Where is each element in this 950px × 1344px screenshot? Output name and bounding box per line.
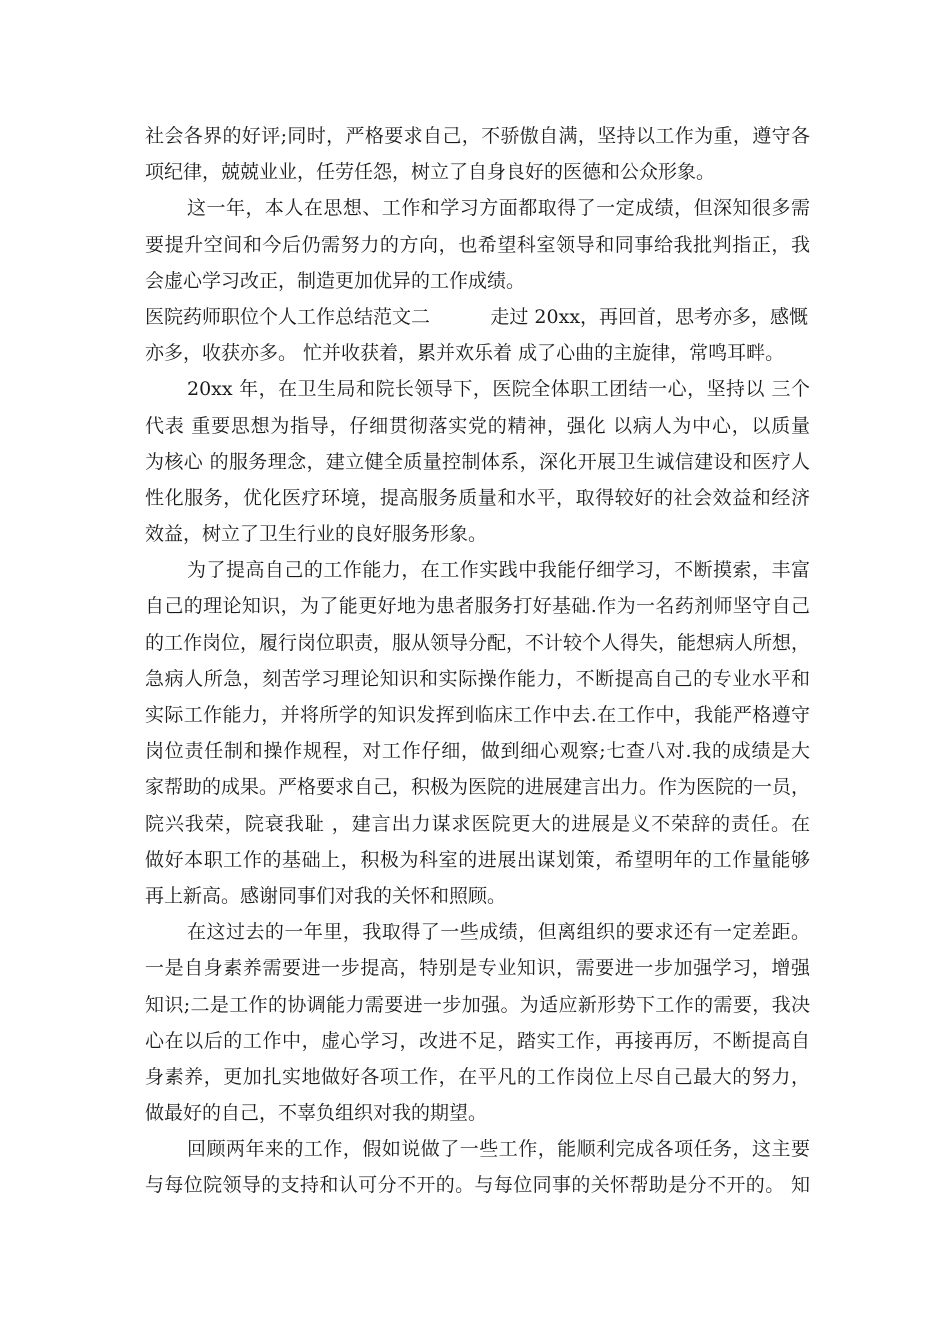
text-line: 岗位责任制和操作规程，对工作仔细，做到细心观察;七查八对.我的成绩是大 — [145, 740, 810, 763]
text-line: 院兴我荣，院衰我耻 ，建言出力谋求医院更大的进展是义不荣辞的责任。在 — [145, 812, 810, 835]
text-line: 实际工作能力，并将所学的知识发挥到临床工作中去.在工作中，我能严格遵守 — [145, 704, 810, 726]
text-line: 与每位院领导的支持和认可分不开的。与每位同事的关怀帮助是分不开的。 知 — [145, 1174, 810, 1197]
document-body — [145, 118, 810, 1204]
text-line: 自己的理论知识，为了能更好地为患者服务打好基础.作为一名药剂师坚守自己 — [145, 595, 810, 618]
text-line: 的工作岗位，履行岗位职责，服从领导分配，不计较个人得失，能想病人所想， — [145, 631, 811, 654]
text-line: 急病人所急，刻苦学习理论知识和实际操作能力，不断提高自己的专业水平和 — [145, 667, 810, 690]
text-line: 社会各界的好评;同时，严格要求自己，不骄傲自满，坚持以工作为重，遵守各 — [145, 125, 810, 147]
text-line: 一是自身素养需要进一步提高，特别是专业知识，需要进一步加强学习，增强 — [145, 957, 810, 980]
text-line: 项纪律，兢兢业业，任劳任怨，树立了自身良好的医德和公众形象。 — [145, 161, 716, 184]
text-line: 要提升空间和今后仍需努力的方向，也希望科室领导和同事给我批判指正，我 — [145, 233, 810, 256]
text-line: 家帮助的成果。严格要求自己，积极为医院的进展建言出力。作为医院的一员， — [145, 776, 811, 799]
text-line: 做最好的自己，不辜负组织对我的期望。 — [145, 1102, 488, 1125]
text-line: 做好本职工作的基础上，积极为科室的进展出谋划策，希望明年的工作量能够 — [145, 848, 810, 871]
text-line: 为了提高自己的工作能力，在工作实践中我能仔细学习，不断摸索，丰富 — [187, 559, 810, 582]
text-line: 知识;二是工作的协调能力需要进一步加强。为适应新形势下工作的需要，我决 — [145, 993, 810, 1016]
text-line: 性化服务，优化医疗环境，提高服务质量和水平，取得较好的社会效益和经济 — [145, 486, 810, 509]
text-line: 再上新高。感谢同事们对我的关怀和照顾。 — [145, 884, 507, 907]
text-line: 代表 重要思想为指导，仔细贯彻落实党的精神，强化 以病人为中心，以质量 — [145, 414, 810, 437]
text-line: 这一年，本人在思想、工作和学习方面都取得了一定成绩，但深知很多需 — [187, 197, 810, 220]
text-line: 会虚心学习改正，制造更加优异的工作成绩。 — [145, 269, 526, 292]
text-line: 为核心 的服务理念，建立健全质量控制体系，深化开展卫生诚信建设和医疗人 — [145, 450, 810, 473]
text-line: 亦多，收获亦多。 忙并收获着，累并欢乐着 成了心曲的主旋律，常鸣耳畔。 — [145, 342, 785, 365]
text-line: 心在以后的工作中，虚心学习，改进不足，踏实工作，再接再厉，不断提高自 — [145, 1029, 810, 1052]
text-line: 回顾两年来的工作，假如说做了一些工作，能顺利完成各项任务，这主要 — [187, 1138, 810, 1161]
text-line: 20xx 年，在卫生局和院长领导下，医院全体职工团结一心，坚持以 三个 — [187, 378, 810, 401]
text-line: 效益，树立了卫生行业的良好服务形象。 — [145, 523, 488, 546]
text-line: 身素养，更加扎实地做好各项工作，在平凡的工作岗位上尽自己最大的努力， — [145, 1065, 810, 1088]
text-line: 医院药师职位个人工作总结范文二 走过 20xx，再回首，思考亦多，感慨 — [145, 305, 809, 328]
text-line: 在这过去的一年里，我取得了一些成绩，但离组织的要求还有一定差距。 — [187, 921, 810, 944]
